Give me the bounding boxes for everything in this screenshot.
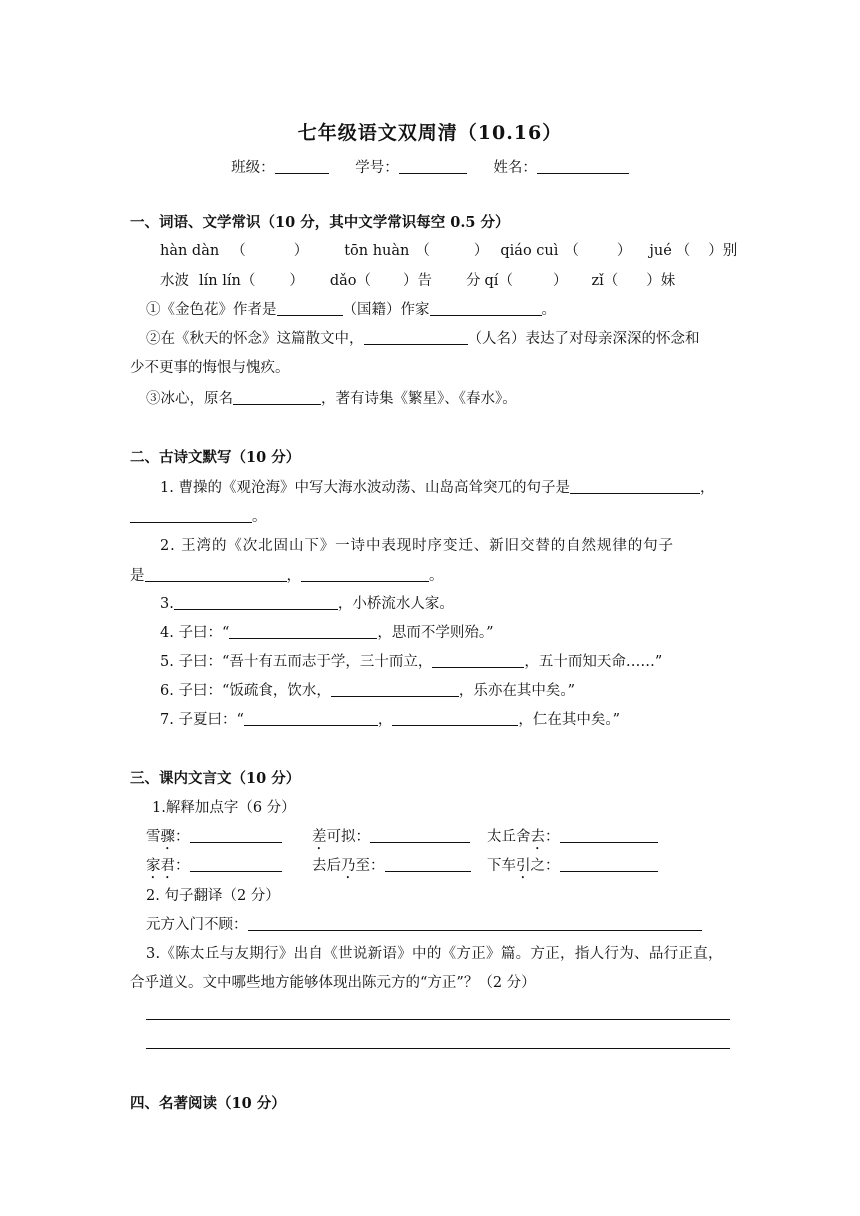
section-3-heading: 三、课内文言文（10 分）	[130, 770, 301, 787]
poem-question-7	[160, 710, 620, 730]
pinyin-item: jué	[649, 243, 672, 259]
poem-question-3	[160, 594, 454, 614]
student-id-blank[interactable]	[399, 159, 467, 174]
name-blank[interactable]	[537, 159, 629, 174]
question-text: ，	[286, 568, 301, 584]
answer-blank[interactable]	[392, 711, 518, 726]
answer-blank[interactable]	[570, 479, 700, 494]
question-text: 1. 曹操的《观沧海》中写大海水波动荡、山岛高耸突兀的句子是	[160, 480, 570, 496]
pinyin-prefix: 分	[466, 273, 481, 289]
question-text: 是	[130, 568, 145, 584]
answer-blank[interactable]	[190, 857, 282, 872]
pinyin-item: lín lín	[199, 273, 241, 289]
question-text: ，仁在其中矣。”	[518, 712, 621, 728]
poem-question-1	[160, 478, 730, 498]
answer-blank[interactable]	[364, 330, 468, 345]
page-title: 七年级语文双周清（10.16）	[297, 122, 563, 144]
question-text: 5. 子曰：“吾十有五而志于学，三十而立，	[160, 654, 433, 670]
translation-row	[146, 915, 702, 935]
pinyin-item: qiáo cuì	[500, 243, 559, 259]
section-4-heading: 四、名著阅读（10 分）	[130, 1095, 286, 1112]
answer-blank[interactable]	[145, 567, 287, 582]
question-text: ，著有诗集《繁星》、《春水》。	[321, 391, 517, 407]
answer-blank[interactable]	[432, 653, 524, 668]
answer-blank[interactable]	[430, 301, 542, 316]
answer-blank[interactable]	[560, 828, 658, 843]
lit-question-2-cont: 少不更事的悔恨与愧疚。	[130, 360, 290, 376]
class-blank[interactable]	[275, 159, 329, 174]
pinyin-item: qí	[484, 273, 499, 289]
poem-question-6	[160, 681, 575, 701]
answer-line[interactable]	[146, 1019, 730, 1020]
word-explain-row-1	[146, 827, 282, 853]
poem-question-2-cont	[130, 566, 444, 586]
answer-blank[interactable]	[370, 828, 470, 843]
word-explain-row-1c	[487, 827, 658, 853]
subquestion-2-label: 2. 句子翻译（2 分）	[146, 888, 280, 904]
question-text: 4. 子曰：“	[160, 625, 230, 641]
answer-blank[interactable]	[331, 682, 459, 697]
question-text: ，五十而知天命……”	[524, 654, 663, 670]
question-text: 去后	[312, 858, 341, 874]
question-text: 。	[541, 302, 556, 318]
question-text: ，思而不学则殆。”	[377, 625, 494, 641]
question-text: 雪	[146, 829, 161, 845]
question-text: ：	[175, 858, 190, 874]
answer-blank[interactable]	[190, 828, 282, 843]
question-text: 7. 子夏曰：“	[160, 712, 244, 728]
question-text: ，	[377, 712, 393, 728]
dotted-char: 去	[530, 829, 545, 845]
question-text: 可拟：	[326, 829, 370, 845]
subquestion-3-cont: 合乎道义。文中哪些地方能够体现出陈元方的“方正”？（2 分）	[130, 975, 536, 991]
answer-line[interactable]	[146, 1048, 730, 1049]
poem-question-4	[160, 623, 494, 643]
question-text: ②在《秋天的怀念》这篇散文中，	[146, 331, 364, 347]
question-text: ，	[699, 480, 715, 496]
dotted-char: 君	[160, 858, 175, 874]
student-info-row	[0, 156, 860, 177]
question-text: 至：	[355, 858, 385, 874]
answer-blank[interactable]	[385, 857, 471, 872]
dotted-char: 差	[312, 829, 327, 845]
question-text: ，小桥流水人家。	[337, 596, 454, 612]
poem-question-1-cont	[130, 507, 267, 527]
subquestion-3: 3.《陈太丘与友期行》出自《世说新语》中的《方正》篇。方正，指人行为、品行正直，	[146, 946, 723, 962]
question-text: ③冰心，原名	[146, 391, 233, 407]
answer-blank[interactable]	[244, 711, 378, 726]
subquestion-1-label: 1.解释加点字（6 分）	[152, 800, 296, 816]
question-text: ：	[175, 829, 190, 845]
section-2-heading: 二、古诗文默写（10 分）	[130, 449, 301, 466]
question-text: ①《金色花》作者是	[146, 302, 277, 318]
pinyin-item: hàn dàn	[160, 243, 220, 259]
question-text: ，乐亦在其中矣。”	[458, 683, 576, 699]
lit-question-2	[146, 329, 700, 349]
answer-blank[interactable]	[130, 508, 252, 523]
pinyin-item: zǐ	[591, 273, 604, 289]
pinyin-row-2: 水波 lín lín（ ） dǎo（ ）告 分 qí（ ） zǐ（ ）妹	[160, 273, 676, 289]
answer-blank[interactable]	[560, 857, 658, 872]
word-explain-row-1b	[312, 827, 470, 853]
question-text: 3.	[160, 596, 174, 612]
question-text: （国籍）作家	[342, 302, 430, 318]
answer-blank[interactable]	[301, 567, 429, 582]
section-1-heading: 一、词语、文学常识（10 分，其中文学常识每空 0.5 分）	[130, 214, 510, 231]
pinyin-row-1: hàn dàn （ ） tōn huàn （ ） qiáo cuì （ ） jué （ ）别	[160, 243, 738, 259]
question-text: 。	[429, 568, 444, 584]
word-explain-row-2	[146, 856, 282, 882]
pinyin-item: dǎo	[329, 273, 357, 289]
question-text: 太丘舍	[487, 829, 531, 845]
question-text: 元方入门不顾：	[146, 917, 248, 933]
dotted-char: 引	[516, 858, 531, 874]
dotted-char: 家	[146, 858, 161, 874]
dotted-char: 乃	[341, 858, 356, 874]
question-text: 下车	[487, 858, 516, 874]
lit-question-1	[146, 300, 556, 320]
pinyin-suffix: 妹	[660, 273, 676, 289]
answer-blank[interactable]	[174, 595, 338, 610]
name-label: 姓名：	[493, 160, 537, 176]
answer-blank[interactable]	[229, 624, 377, 639]
pinyin-suffix: 别	[722, 243, 738, 259]
word-explain-row-2c	[487, 856, 658, 882]
student-id-label: 学号：	[355, 160, 399, 176]
poem-question-5	[160, 652, 662, 672]
question-text: 之：	[530, 858, 560, 874]
lit-question-3	[146, 389, 517, 409]
dotted-char: 骤	[160, 829, 175, 845]
question-text: 。	[252, 509, 267, 525]
answer-blank[interactable]	[233, 390, 321, 405]
question-text: （人名）表达了对母亲深深的怀念和	[467, 331, 700, 347]
word-explain-row-2b	[312, 856, 471, 882]
question-text: ：	[545, 829, 560, 845]
answer-blank[interactable]	[248, 916, 702, 931]
pinyin-suffix: 告	[417, 273, 433, 289]
pinyin-prefix: 水波	[160, 273, 189, 289]
answer-blank[interactable]	[277, 301, 343, 316]
poem-question-2: 2. 王湾的《次北固山下》一诗中表现时序变迁、新旧交替的自然规律的句子	[160, 538, 674, 554]
pinyin-item: tōn huàn	[344, 243, 410, 259]
question-text: 6. 子曰：“饭疏食，饮水，	[160, 683, 331, 699]
class-label: 班级：	[231, 160, 275, 176]
